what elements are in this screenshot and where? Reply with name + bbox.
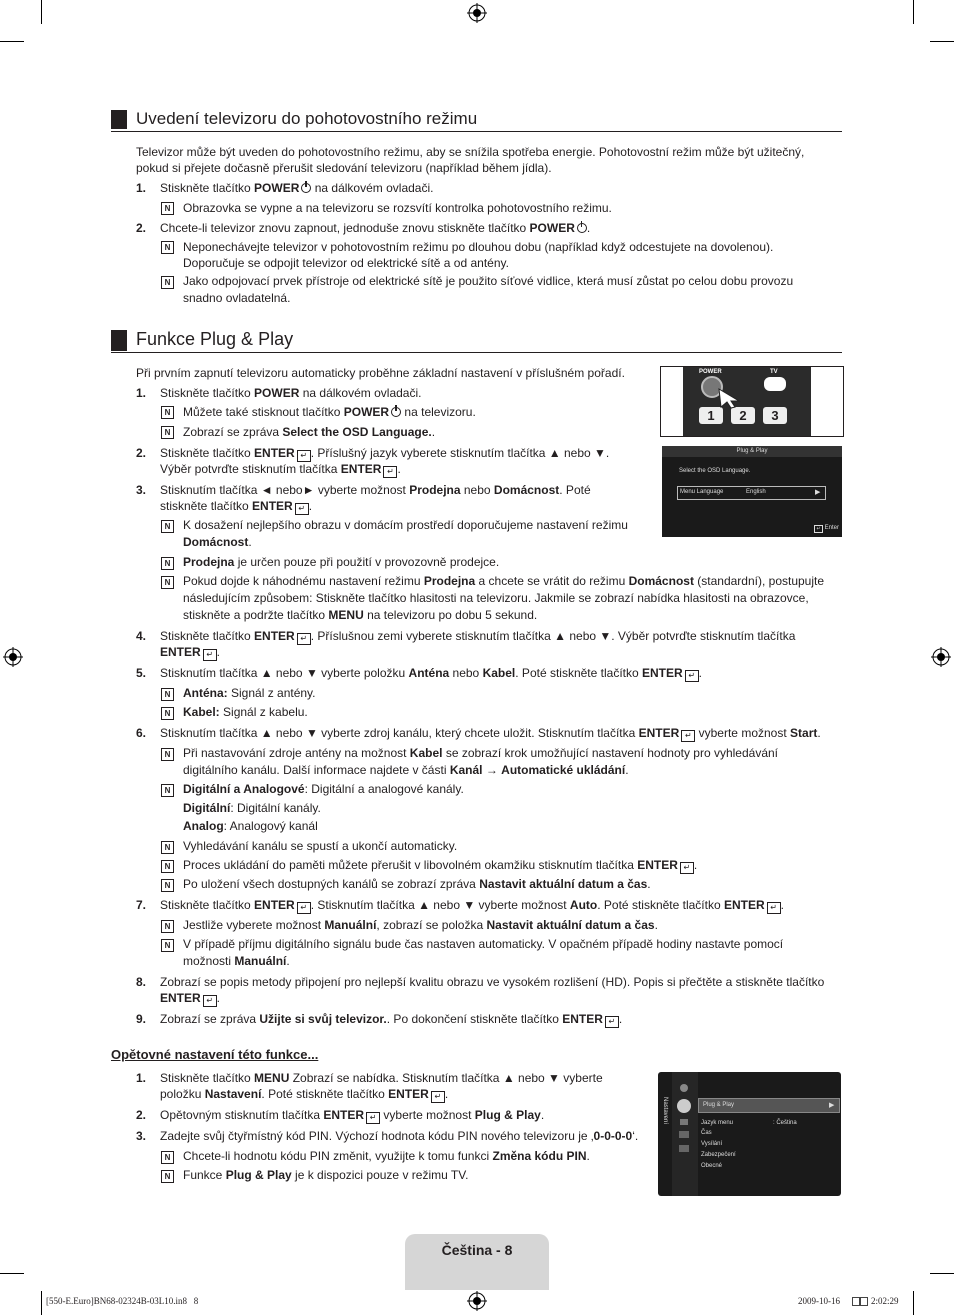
note-text: Pokud dojde k náhodnému nastavení režimu Prodejna a chcete se vrátit do režimu Domácnost (standardní), postupujte	[183, 574, 825, 588]
osd-row-label: Menu Language	[680, 489, 724, 495]
enter-icon: ↵	[203, 995, 217, 1007]
note-text: Jestliže vyberete možnost Manuální, zobrazí se položka Nastavit aktuální datum a čas.	[183, 918, 658, 932]
osd-right-arrow-icon: ▶	[815, 489, 821, 496]
print-filename: [550-E.Euro]BN68-02324B-03L10.in8 8	[46, 1296, 199, 1306]
crop-mark	[930, 41, 954, 42]
osd-item-value: : Čeština	[773, 1120, 797, 1126]
note-text: Neponechávejte televizor v pohotovostním režimu po dlouhou dobu (například když odcestujete na dovolenou).	[183, 240, 774, 254]
note-text: Při nastavování zdroje antény na možnost Kabel se zobrazí krok umožňující nastavení hodnoty pro vyhledávání	[183, 746, 779, 760]
note-text: Domácnost.	[183, 535, 252, 549]
crop-mark	[0, 41, 24, 42]
tv-label: TV	[770, 369, 778, 375]
step-text: Zadejte svůj čtyřmístný kód PIN. Výchozí hodnota kódu PIN nového televizoru je ‚0-0-0-0‘.	[160, 1129, 639, 1143]
note-text: digitálního kanálu. Další informace najdete v části Kanál → Automatické ukládání.	[183, 763, 629, 777]
osd-icon-column	[672, 1072, 698, 1196]
osd-plug-and-play	[662, 446, 842, 537]
intro-line: Při prvním zapnutí televizoru automaticky proběhne základní nastavení v příslušném pořadí.	[136, 366, 625, 380]
enter-icon: ↵	[295, 503, 309, 515]
note-icon: N	[161, 707, 174, 720]
print-date: 2009-10-16	[798, 1296, 840, 1306]
step-text: Stiskněte tlačítko ENTER ↵ . Příslušný jazyk vyberete stisknutím tlačítka ▲ nebo ▼.	[160, 446, 610, 460]
heading-bar	[111, 110, 127, 129]
step-text: Výběr potvrďte stisknutím tlačítka ENTER ↵ .	[160, 462, 401, 476]
step-number: 2.	[135, 221, 146, 235]
step-text: Stiskněte tlačítko POWER na dálkovém ovladači.	[160, 181, 434, 195]
osd-language-row	[677, 486, 826, 500]
note-icon: N	[161, 241, 174, 254]
section-title: Funkce Plug & Play	[136, 329, 294, 349]
note-icon: N	[161, 688, 174, 701]
step-text: Stisknutím tlačítka ▲ nebo ▼ vyberte položku Anténa nebo Kabel. Poté stiskněte tlačítko ENTER ↵ .	[160, 666, 703, 680]
note-text: Analog: Analogový kanál	[183, 819, 318, 833]
registration-mark-icon	[3, 647, 23, 667]
input-icon	[679, 1131, 689, 1138]
step-text: Stiskněte tlačítko ENTER ↵ . Stisknutím tlačítka ▲ nebo ▼ vyberte možnost Auto. Poté stiskněte tlačítko ENTER ↵ .	[160, 898, 784, 912]
osd-header: Plug & Play	[703, 1102, 735, 1108]
note-icon: N	[161, 939, 174, 952]
registration-mark-icon	[467, 1291, 487, 1311]
power-icon	[301, 183, 311, 193]
note-text: K dosažení nejlepšího obrazu v domácím prostředí doporučujeme nastavení režimu	[183, 518, 628, 532]
channel-icon	[680, 1119, 688, 1125]
osd-header-row	[698, 1098, 840, 1113]
osd-row-value: English	[746, 489, 766, 495]
step-text: Stiskněte tlačítko MENU Zobrazí se nabídka. Stisknutím tlačítka ▲ nebo ▼ vyberte	[160, 1071, 603, 1085]
note-text: snadno ovladatelná.	[183, 291, 291, 305]
step-number: 1.	[135, 386, 146, 400]
page-number-tab	[405, 1234, 549, 1290]
gear-icon	[677, 1099, 691, 1113]
osd-side-label: Nastavení	[662, 1097, 668, 1125]
note-text: Doporučuje se odpojit televizor od elektrické sítě a od antény.	[183, 256, 509, 270]
crop-mark	[41, 0, 42, 24]
step-number: 1.	[135, 1071, 146, 1085]
enter-icon: ↵	[605, 1016, 619, 1028]
note-text: Funkce Plug & Play je k dispozici pouze v režimu TV.	[183, 1168, 469, 1182]
note-icon: N	[161, 841, 174, 854]
crop-mark	[0, 1273, 24, 1274]
remote-key: 1	[699, 407, 723, 424]
note-icon: N	[161, 920, 174, 933]
osd-prompt: Select the OSD Language.	[679, 468, 751, 474]
osd-item: Jazyk menu	[701, 1120, 734, 1126]
osd-item: Vysílání	[701, 1141, 723, 1147]
step-number: 3.	[135, 1129, 146, 1143]
enter-icon: ↵	[297, 450, 311, 462]
enter-icon: ↵	[203, 649, 217, 661]
step-text: Chcete-li televizor znovu zapnout, jednoduše znovu stiskněte tlačítko POWER .	[160, 221, 591, 235]
enter-icon: ↵	[767, 902, 781, 914]
osd-title: Plug & Play	[662, 446, 842, 457]
step-number: 2.	[135, 1108, 146, 1122]
note-icon: N	[161, 406, 174, 419]
intro-line: Televizor může být uveden do pohotovostního režimu, aby se snížila spotřeba energie. Pohotovostní režim může být užitečný,	[136, 145, 805, 159]
note-text: Obrazovka se vypne a na televizoru se rozsvítí kontrolka pohotovostního režimu.	[183, 201, 612, 215]
power-icon	[577, 223, 587, 233]
step-text: Opětovným stisknutím tlačítka ENTER ↵ vyberte možnost Plug & Play.	[160, 1108, 545, 1122]
section-heading	[111, 110, 842, 132]
step-text: ENTER ↵ .	[160, 991, 221, 1005]
note-text: stiskněte a podržte tlačítko MENU na televizoru po dobu 5 sekund.	[183, 608, 538, 622]
step-text: Zobrazí se popis metody připojení pro nejlepší kvalitu obrazu ve vysokém rozlišení (HD). Popis si přečtěte a stiskněte tlačítko	[160, 975, 825, 989]
osd-settings-menu	[658, 1072, 841, 1196]
step-number: 3.	[135, 483, 146, 497]
step-text: Stiskněte tlačítko ENTER ↵ . Příslušnou zemi vyberete stisknutím tlačítka ▲ nebo ▼. Výběr potvrďte stisknutím tlačítka	[160, 629, 796, 643]
application-icon	[679, 1145, 689, 1152]
remote-key: 3	[763, 407, 787, 424]
note-icon: N	[161, 1151, 174, 1164]
note-icon: N	[161, 1170, 174, 1183]
osd-item: Zabezpečení	[701, 1152, 736, 1158]
note-icon: N	[161, 879, 174, 892]
note-text: Kabel: Signál z kabelu.	[183, 705, 308, 719]
intro-line: pokud si přejete dočasně přerušit sledování televizoru (například během jídla).	[136, 161, 552, 175]
note-icon: N	[161, 860, 174, 873]
step-text: položku Nastavení. Poté stiskněte tlačítko ENTER ↵ .	[160, 1087, 449, 1101]
subsection-title: Opětovné nastavení této funkce...	[111, 1047, 319, 1062]
note-icon: N	[161, 748, 174, 761]
crop-mark	[913, 0, 914, 24]
note-text: možnosti Manuální.	[183, 954, 290, 968]
registration-mark-icon	[931, 647, 951, 667]
note-text: Zobrazí se zpráva Select the OSD Language..	[183, 425, 436, 439]
note-text: Proces ukládání do paměti můžete přerušit v libovolném okamžiku stisknutím tlačítka ENTER ↵ .	[183, 858, 698, 872]
enter-icon: ↵	[680, 862, 694, 874]
glyph-box-icon	[852, 1297, 860, 1306]
enter-icon: ↵	[383, 466, 397, 478]
power-icon	[391, 407, 401, 417]
picture-icon	[680, 1084, 688, 1092]
step-number: 1.	[135, 181, 146, 195]
note-text: Vyhledávání kanálu se spustí a ukončí automaticky.	[183, 839, 458, 853]
note-icon: N	[161, 784, 174, 797]
note-text: Chcete-li hodnotu kódu PIN změnit, využijte k tomu funkci Změna kódu PIN.	[183, 1149, 590, 1163]
registration-mark-icon	[467, 3, 487, 23]
step-number: 6.	[135, 726, 146, 740]
note-text: Můžete také stisknout tlačítko POWER na televizoru.	[183, 405, 476, 419]
osd-item: Obecné	[701, 1163, 723, 1169]
step-text: Stiskněte tlačítko POWER na dálkovém ovladači.	[160, 386, 422, 400]
note-icon: N	[161, 557, 174, 570]
note-text: V případě příjmu digitálního signálu bude čas nastaven automaticky. V opačném případě hodiny nastavte pomocí	[183, 937, 784, 951]
step-number: 5.	[135, 666, 146, 680]
power-label: POWER	[699, 369, 722, 375]
section-title: Uvedení televizoru do pohotovostního režimu	[136, 109, 478, 128]
enter-icon: ↵	[681, 730, 695, 742]
enter-icon: ↵	[366, 1112, 380, 1124]
enter-icon: ↵	[814, 525, 823, 533]
note-text: Digitální a Analogové: Digitální a analogové kanály.	[183, 782, 464, 796]
note-icon: N	[161, 202, 174, 215]
crop-mark	[41, 1291, 42, 1315]
step-text: Stisknutím tlačítka ◄ nebo► vyberte možnost Prodejna nebo Domácnost. Poté	[160, 483, 591, 497]
press-arrow-icon	[717, 387, 743, 409]
enter-icon: ↵	[297, 902, 311, 914]
step-number: 9.	[135, 1012, 146, 1026]
note-text: Prodejna je určen pouze při použití v provozovně prodejce.	[183, 555, 500, 569]
note-text: Anténa: Signál z antény.	[183, 686, 316, 700]
note-icon: N	[161, 276, 174, 289]
enter-icon: ↵	[685, 670, 699, 682]
step-number: 2.	[135, 446, 146, 460]
remote-illustration	[660, 366, 844, 437]
tv-button	[764, 377, 786, 391]
osd-footer: ↵ Enter	[812, 525, 839, 533]
step-text: stiskněte tlačítko ENTER ↵ .	[160, 499, 313, 513]
enter-icon: ↵	[431, 1091, 445, 1103]
osd-item: Čas	[701, 1130, 712, 1136]
osd-right-arrow-icon: ▶	[829, 1102, 835, 1109]
remote-body	[683, 366, 811, 437]
note-text: Digitální: Digitální kanály.	[183, 801, 321, 815]
heading-bar	[111, 330, 127, 351]
step-text: Zobrazí se zpráva Užijte si svůj televizor.. Po dokončení stiskněte tlačítko ENTER ↵ .	[160, 1012, 623, 1026]
note-text: Jako odpojovací prvek přístroje od elektrické sítě je použito síťové vidlice, která musí zůstat po celou dobu provozu	[183, 274, 794, 288]
enter-icon: ↵	[297, 633, 311, 645]
note-icon: N	[161, 576, 174, 589]
section-heading	[111, 330, 842, 353]
crop-mark	[930, 1273, 954, 1274]
step-number: 8.	[135, 975, 146, 989]
step-text: ENTER ↵ .	[160, 645, 221, 659]
note-icon: N	[161, 520, 174, 533]
print-time: 2:02:29	[871, 1296, 899, 1306]
note-text: Po uložení všech dostupných kanálů se zobrazí zpráva Nastavit aktuální datum a čas.	[183, 877, 651, 891]
glyph-box-icon	[860, 1297, 868, 1306]
step-number: 4.	[135, 629, 146, 643]
note-text: následujícím způsobem: Stiskněte tlačítko hlasitosti na televizoru. Jakmile se zobrazí nabídka hlasitosti na obrazovce,	[183, 591, 809, 605]
step-text: Stisknutím tlačítka ▲ nebo ▼ vyberte zdroj kanálu, který chcete uložit. Stisknutím tlačítka ENTER ↵ vyberte možnost Start.	[160, 726, 821, 740]
step-number: 7.	[135, 898, 146, 912]
page-label: Čeština - 8	[441, 1242, 513, 1258]
crop-mark	[913, 1291, 914, 1315]
note-icon: N	[161, 426, 174, 439]
remote-key: 2	[731, 407, 755, 424]
